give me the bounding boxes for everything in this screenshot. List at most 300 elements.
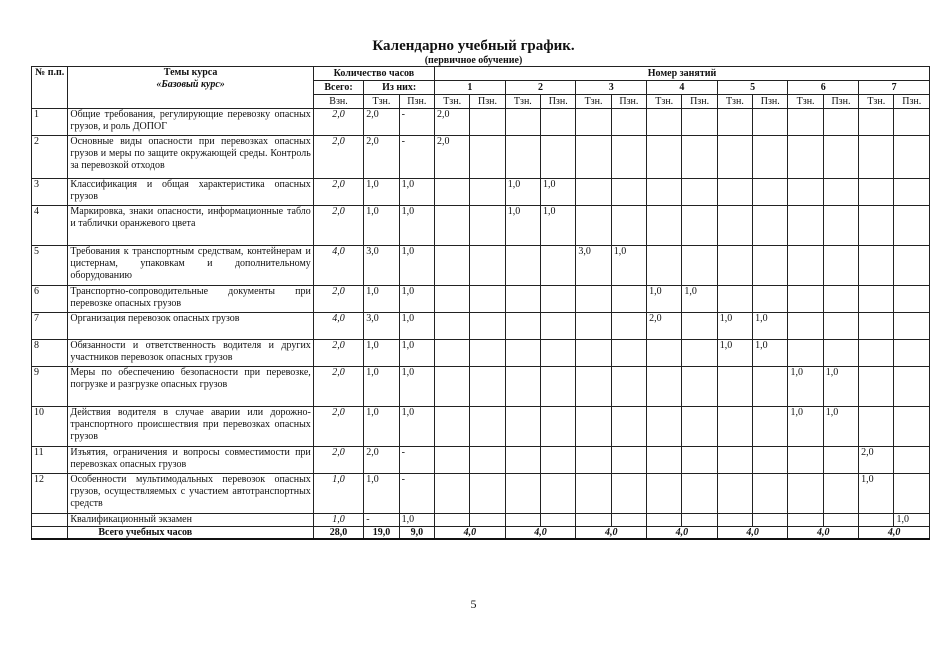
lesson-cell — [435, 246, 470, 286]
topic-text: Маркировка, знаки опасности, информационные табло и таблички оранжевого цвета — [68, 206, 313, 246]
tzn-hours: 2,0 — [364, 136, 399, 179]
total-hours: 2,0 — [313, 109, 364, 136]
lesson-cell — [505, 367, 540, 407]
lesson-cell — [788, 109, 823, 136]
lesson-cell — [823, 109, 858, 136]
row-number — [32, 514, 68, 527]
lesson-cell — [859, 136, 894, 179]
total-hours: 2,0 — [313, 407, 364, 447]
lesson-cell — [753, 286, 788, 313]
row-number: 11 — [32, 447, 68, 474]
totals-lesson-hours: 4,0 — [505, 527, 576, 540]
lesson-cell — [611, 313, 646, 340]
lesson-cell — [894, 367, 930, 407]
lesson-cell — [611, 136, 646, 179]
lesson-cell — [894, 109, 930, 136]
topic-text: Транспортно-сопроводительные документы при перевозке опасных грузов — [68, 286, 313, 313]
lesson-cell — [576, 109, 611, 136]
page-number: 5 — [470, 597, 477, 611]
lesson-cell — [576, 313, 611, 340]
lesson-cell — [753, 136, 788, 179]
lesson-cell — [435, 179, 470, 206]
lesson-number-header: 7 — [859, 81, 930, 95]
tzn-hours: 1,0 — [364, 407, 399, 447]
lesson-cell — [894, 447, 930, 474]
lesson-cell — [470, 246, 505, 286]
lesson-cell — [717, 246, 752, 286]
lesson-cell — [541, 474, 576, 514]
lesson-cell — [647, 206, 682, 246]
lesson-cell — [717, 179, 752, 206]
lesson-cell — [788, 447, 823, 474]
lesson-cell — [470, 179, 505, 206]
totals-lesson-hours: 4,0 — [576, 527, 647, 540]
lesson-cell — [682, 447, 717, 474]
lesson-cell — [682, 109, 717, 136]
lesson-cell — [859, 313, 894, 340]
table-row — [32, 313, 930, 340]
lesson-cell — [823, 474, 858, 514]
lesson-cell — [717, 514, 752, 527]
lesson-cell: 2,0 — [859, 447, 894, 474]
pzn-hours: 1,0 — [399, 246, 434, 286]
lesson-cell: 1,0 — [647, 286, 682, 313]
lesson-cell — [505, 474, 540, 514]
lesson-cell — [541, 367, 576, 407]
row-number: 6 — [32, 286, 68, 313]
lesson-cell: 2,0 — [435, 136, 470, 179]
lesson-cell — [753, 447, 788, 474]
tzn-hours: 3,0 — [364, 246, 399, 286]
pzn-hours: 1,0 — [399, 286, 434, 313]
totals-label: Всего учебных часов — [68, 527, 313, 540]
lesson-cell: 1,0 — [788, 407, 823, 447]
lesson-cell — [753, 474, 788, 514]
table-row — [32, 286, 930, 313]
lesson-number-header: 4 — [647, 81, 718, 95]
of-them-header: Из них: — [364, 81, 435, 95]
lesson-cell — [435, 474, 470, 514]
lessons-header: Номер занятий — [435, 67, 930, 81]
lesson-cell — [788, 286, 823, 313]
lesson-cell — [647, 367, 682, 407]
lesson-cell — [611, 206, 646, 246]
lesson-cell: 1,0 — [541, 206, 576, 246]
lesson-cell — [470, 514, 505, 527]
lesson-cell — [541, 136, 576, 179]
lesson-pzn-header: Пзн. — [470, 95, 505, 109]
lesson-cell — [576, 367, 611, 407]
lesson-cell — [894, 313, 930, 340]
lesson-cell — [647, 474, 682, 514]
lesson-cell: 1,0 — [859, 474, 894, 514]
row-number: 9 — [32, 367, 68, 407]
table-row — [32, 136, 930, 179]
lesson-cell — [470, 109, 505, 136]
lesson-cell — [753, 367, 788, 407]
lesson-cell — [753, 109, 788, 136]
lesson-cell — [894, 179, 930, 206]
lesson-cell — [717, 447, 752, 474]
lesson-tzn-header: Тзн. — [505, 95, 540, 109]
course-name: «Базовый курс» — [156, 79, 225, 90]
row-number: 8 — [32, 340, 68, 367]
lesson-cell — [576, 206, 611, 246]
lesson-tzn-header: Тзн. — [647, 95, 682, 109]
total-hours: 2,0 — [313, 179, 364, 206]
lesson-cell — [859, 179, 894, 206]
topics-header-label: Темы курса — [163, 67, 218, 78]
pzn-hours: 1,0 — [399, 367, 434, 407]
lesson-cell — [611, 286, 646, 313]
total-hours: 4,0 — [313, 313, 364, 340]
lesson-cell — [788, 514, 823, 527]
tzn-hours: 1,0 — [364, 474, 399, 514]
lesson-cell — [647, 179, 682, 206]
lesson-pzn-header: Пзн. — [894, 95, 930, 109]
lesson-cell — [788, 246, 823, 286]
totals-lesson-hours: 4,0 — [717, 527, 788, 540]
lesson-cell — [823, 313, 858, 340]
lesson-cell — [435, 340, 470, 367]
totals-total-hours: 28,0 — [313, 527, 364, 540]
lesson-number-header: 2 — [505, 81, 576, 95]
lesson-number-header: 6 — [788, 81, 859, 95]
tzn-hours: 2,0 — [364, 447, 399, 474]
lesson-cell — [717, 206, 752, 246]
lesson-cell — [647, 514, 682, 527]
lesson-cell — [717, 474, 752, 514]
lesson-cell — [788, 136, 823, 179]
lesson-cell — [682, 136, 717, 179]
totals-num-cell — [32, 527, 68, 540]
table-row — [32, 514, 930, 527]
row-number: 12 — [32, 474, 68, 514]
lesson-cell: 1,0 — [753, 340, 788, 367]
lesson-cell — [682, 313, 717, 340]
lesson-cell — [470, 447, 505, 474]
lesson-pzn-header: Пзн. — [611, 95, 646, 109]
row-number: 4 — [32, 206, 68, 246]
totals-lesson-hours: 4,0 — [859, 527, 930, 540]
lesson-cell — [435, 206, 470, 246]
lesson-cell — [894, 474, 930, 514]
lesson-cell — [647, 136, 682, 179]
lesson-cell — [894, 136, 930, 179]
lesson-cell — [894, 286, 930, 313]
lesson-cell — [717, 286, 752, 313]
lesson-cell — [505, 407, 540, 447]
lesson-cell — [788, 340, 823, 367]
topic-text: Особенности мультимодальных перевозок опасных грузов, осуществляемых с участием автотранспортных средств — [68, 474, 313, 514]
lesson-cell — [682, 407, 717, 447]
lesson-cell — [717, 136, 752, 179]
total-hours: 1,0 — [313, 514, 364, 527]
lesson-cell — [682, 367, 717, 407]
total-hours: 2,0 — [313, 367, 364, 407]
lesson-cell: 1,0 — [894, 514, 930, 527]
lesson-pzn-header: Пзн. — [682, 95, 717, 109]
lesson-cell — [682, 474, 717, 514]
lesson-cell — [541, 109, 576, 136]
totals-tzn-hours: 19,0 — [364, 527, 399, 540]
lesson-pzn-header: Пзн. — [541, 95, 576, 109]
lesson-cell — [682, 340, 717, 367]
lesson-cell — [788, 474, 823, 514]
total-hours: 1,0 — [313, 474, 364, 514]
totals-lesson-hours: 4,0 — [435, 527, 506, 540]
lesson-cell — [823, 447, 858, 474]
lesson-cell: 3,0 — [576, 246, 611, 286]
lesson-cell — [753, 514, 788, 527]
lesson-cell: 1,0 — [505, 179, 540, 206]
pzn-hours: 1,0 — [399, 179, 434, 206]
lesson-cell — [505, 136, 540, 179]
row-number: 2 — [32, 136, 68, 179]
table-row — [32, 109, 930, 136]
lesson-cell — [682, 179, 717, 206]
pzn-hours: 1,0 — [399, 514, 434, 527]
lesson-cell — [470, 286, 505, 313]
lesson-cell — [435, 313, 470, 340]
lesson-cell — [541, 447, 576, 474]
table-row — [32, 474, 930, 514]
lesson-cell: 1,0 — [717, 340, 752, 367]
lesson-cell — [435, 447, 470, 474]
lesson-cell: 1,0 — [611, 246, 646, 286]
lesson-cell — [541, 313, 576, 340]
lesson-cell — [647, 340, 682, 367]
lesson-cell — [894, 340, 930, 367]
pzn-hours: 1,0 — [399, 407, 434, 447]
lesson-number-header: 3 — [576, 81, 647, 95]
lesson-cell — [470, 474, 505, 514]
lesson-cell — [576, 407, 611, 447]
page-subtitle: (первичное обучение) — [424, 55, 523, 66]
lesson-cell — [894, 206, 930, 246]
lesson-cell — [859, 340, 894, 367]
lesson-cell — [576, 179, 611, 206]
tzn-hours: 3,0 — [364, 313, 399, 340]
lesson-cell — [576, 474, 611, 514]
lesson-cell — [859, 514, 894, 527]
lesson-cell: 1,0 — [682, 286, 717, 313]
total-hours: 2,0 — [313, 447, 364, 474]
tzn-hours: 2,0 — [364, 109, 399, 136]
lesson-cell — [611, 109, 646, 136]
lesson-cell — [647, 447, 682, 474]
pzn-header: Пзн. — [399, 95, 434, 109]
total-hours: 2,0 — [313, 206, 364, 246]
pzn-hours: - — [399, 474, 434, 514]
lesson-cell — [576, 286, 611, 313]
topic-text: Классификация и общая характеристика опасных грузов — [68, 179, 313, 206]
table-row — [32, 340, 930, 367]
vzn-header: Взн. — [313, 95, 364, 109]
lesson-cell — [753, 246, 788, 286]
lesson-cell — [788, 206, 823, 246]
row-number: 10 — [32, 407, 68, 447]
lesson-cell — [859, 407, 894, 447]
lesson-cell — [541, 286, 576, 313]
lesson-cell: 1,0 — [541, 179, 576, 206]
total-hours: 2,0 — [313, 340, 364, 367]
totals-lesson-hours: 4,0 — [647, 527, 718, 540]
pzn-hours: 1,0 — [399, 340, 434, 367]
lesson-cell — [717, 407, 752, 447]
lesson-number-header: 1 — [435, 81, 506, 95]
lesson-cell: 1,0 — [753, 313, 788, 340]
pzn-hours: - — [399, 109, 434, 136]
table-row — [32, 179, 930, 206]
lesson-cell — [470, 407, 505, 447]
lesson-cell — [435, 514, 470, 527]
lesson-cell — [505, 313, 540, 340]
row-number: 1 — [32, 109, 68, 136]
tzn-hours: 1,0 — [364, 340, 399, 367]
topic-text: Квалификационный экзамен — [68, 514, 313, 527]
pzn-hours: - — [399, 447, 434, 474]
topic-text: Требования к транспортным средствам, контейнерам и цистернам, упаковкам и дополнительному оборудованию — [68, 246, 313, 286]
lesson-cell — [788, 313, 823, 340]
table-row — [32, 447, 930, 474]
page-title: Календарно учебный график. — [372, 38, 575, 54]
lesson-cell — [823, 136, 858, 179]
lesson-cell — [505, 246, 540, 286]
lesson-cell: 1,0 — [717, 313, 752, 340]
lesson-cell — [541, 514, 576, 527]
table-header — [32, 67, 930, 109]
table-row — [32, 367, 930, 407]
lesson-cell — [470, 340, 505, 367]
lesson-cell — [788, 179, 823, 206]
lesson-cell: 2,0 — [435, 109, 470, 136]
lesson-cell: 1,0 — [823, 407, 858, 447]
lesson-cell — [859, 286, 894, 313]
lesson-cell: 1,0 — [823, 367, 858, 407]
topic-text: Основные виды опасности при перевозках опасных грузов и меры по защите окружающей среды. Контроль за перевозкой отходов — [68, 136, 313, 179]
lesson-cell — [717, 109, 752, 136]
topic-text: Действия водителя в случае аварии или дорожно-транспортного происшествия при перевозках опасных грузов — [68, 407, 313, 447]
total-hours-header: Всего: — [313, 81, 364, 95]
lesson-cell — [823, 206, 858, 246]
lesson-cell — [470, 136, 505, 179]
topics-header — [68, 67, 313, 109]
topic-text: Общие требования, регулирующие перевозку опасных грузов, и роль ДОПОГ — [68, 109, 313, 136]
schedule-table — [31, 66, 930, 540]
lesson-tzn-header: Тзн. — [576, 95, 611, 109]
lesson-cell — [823, 286, 858, 313]
lesson-cell — [611, 447, 646, 474]
lesson-pzn-header: Пзн. — [753, 95, 788, 109]
tzn-hours: - — [364, 514, 399, 527]
total-hours: 4,0 — [313, 246, 364, 286]
lesson-cell — [647, 407, 682, 447]
lesson-cell — [647, 246, 682, 286]
lesson-cell — [647, 109, 682, 136]
hours-header: Количество часов — [313, 67, 434, 81]
total-hours: 2,0 — [313, 136, 364, 179]
lesson-cell — [753, 206, 788, 246]
table-row — [32, 246, 930, 286]
lesson-cell — [682, 246, 717, 286]
lesson-cell — [505, 109, 540, 136]
topic-text: Обязанности и ответственность водителя и других участников перевозок опасных грузов — [68, 340, 313, 367]
row-number: 7 — [32, 313, 68, 340]
lesson-cell: 2,0 — [647, 313, 682, 340]
lesson-tzn-header: Тзн. — [788, 95, 823, 109]
lesson-cell — [682, 206, 717, 246]
pzn-hours: 1,0 — [399, 313, 434, 340]
lesson-tzn-header: Тзн. — [435, 95, 470, 109]
lesson-cell — [823, 246, 858, 286]
lesson-cell — [541, 246, 576, 286]
lesson-cell — [823, 179, 858, 206]
lesson-cell — [611, 514, 646, 527]
tzn-hours: 1,0 — [364, 206, 399, 246]
tzn-hours: 1,0 — [364, 179, 399, 206]
lesson-cell — [611, 340, 646, 367]
tzn-hours: 1,0 — [364, 286, 399, 313]
lesson-cell — [576, 514, 611, 527]
topic-text: Изъятия, ограничения и вопросы совместимости при перевозках опасных грузов — [68, 447, 313, 474]
lesson-cell — [576, 136, 611, 179]
topic-text: Организация перевозок опасных грузов — [68, 313, 313, 340]
lesson-number-header: 5 — [717, 81, 788, 95]
lesson-cell — [505, 286, 540, 313]
lesson-cell — [470, 313, 505, 340]
lesson-pzn-header: Пзн. — [823, 95, 858, 109]
num-header: № п.п. — [32, 67, 68, 109]
lesson-cell — [435, 407, 470, 447]
topic-text: Меры по обеспечению безопасности при перевозке, погрузке и разгрузке опасных грузов — [68, 367, 313, 407]
lesson-cell — [753, 179, 788, 206]
row-number: 5 — [32, 246, 68, 286]
lesson-cell — [611, 367, 646, 407]
table-row — [32, 206, 930, 246]
lesson-cell — [859, 367, 894, 407]
lesson-cell — [717, 367, 752, 407]
tzn-hours: 1,0 — [364, 367, 399, 407]
row-number: 3 — [32, 179, 68, 206]
pzn-hours: - — [399, 136, 434, 179]
lesson-cell — [823, 340, 858, 367]
totals-row — [32, 527, 930, 540]
totals-lesson-hours: 4,0 — [788, 527, 859, 540]
lesson-cell — [753, 407, 788, 447]
lesson-cell — [611, 407, 646, 447]
lesson-cell — [576, 447, 611, 474]
lesson-cell: 1,0 — [788, 367, 823, 407]
lesson-cell — [541, 340, 576, 367]
lesson-cell — [435, 286, 470, 313]
lesson-cell — [682, 514, 717, 527]
lesson-cell — [894, 407, 930, 447]
total-hours: 2,0 — [313, 286, 364, 313]
lesson-cell — [505, 514, 540, 527]
lesson-cell — [611, 179, 646, 206]
lesson-cell — [611, 474, 646, 514]
lesson-cell — [859, 109, 894, 136]
totals-pzn-hours: 9,0 — [399, 527, 434, 540]
lesson-cell: 1,0 — [505, 206, 540, 246]
lesson-cell — [470, 367, 505, 407]
lesson-cell — [541, 407, 576, 447]
lesson-cell — [859, 246, 894, 286]
lesson-cell — [576, 340, 611, 367]
lesson-cell — [859, 206, 894, 246]
lesson-tzn-header: Тзн. — [859, 95, 894, 109]
